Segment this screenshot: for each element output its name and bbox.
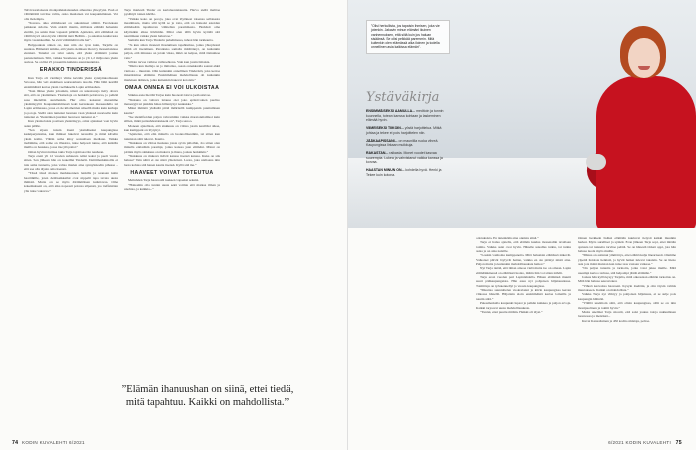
body-paragraph: ”Ise identifioidun paljon vahvemmin vaikka maratonmaltikoi kuin sillien, mikä parisuhdestatukseni on”, Tarja sanoo. (124, 114, 220, 124)
body-paragraph: ”Ja kun sitten monesti ihastumaan tapahtumaa, jonka yhteydessä silmä oli itsenäinen. Parantuko samalla mitätönnyt, on kuitenkin paljon, että minussa on jotain vikaa, mikä on kelpaa, mitä täsinaikaa vain.” (124, 42, 220, 60)
body-paragraph: Tarja ereni yli 12 vuoden suhteesta reilut kaksi ja puoli vuotta sitten. Sen jälkeen hän on kokeillut Tinderiä. Deittimarkkinoilla ei tule sama tunnetta, joka valtaa mielen aina synnyinkodin pihassa – että saa olla täysin oma itsensä. (24, 154, 118, 172)
quote-box-text: ”Olisi herkullista, jos tapaisin ihmisen, joka vie jotenkin. Jakavin minun elämäni ikuinen vanhennuksen, että siitä kuin jos haluan sisäänsä. Se olisi pelkkää paremmin. Mitä kuitenkin olen elämässä aika iloinen ja todella onnellinen asia kaikissa elämän”. (371, 24, 440, 50)
body-paragraph: ”Mutta kun malleja on jo mittattua, osaan onnekkaalla saanut ehkä viettoaa – muutoin. Olin kuitenkin onnellinen Tinderistä, joka kertoa missäloimaa elämäni. Ensimmäinen mahdollisuus oli kuitenkin mieleisen ikäisten, jotka kuitenkin hakevat kotoisin.” (124, 64, 220, 82)
body-paragraph: ”Ajattelen, että elin minulla on luonnollisestikin, tai sitten kun tunnistan siitä tulevat. Kautta. (124, 132, 220, 141)
body-paragraph: Talvivaaralaisesta monipalkkalaisuuden aiheuttaa yhteytyisi. Essä ei välttämättä tarvitse valita, onko maalaisen vai kaupunkilainen. Voi olla molempia. (24, 8, 118, 21)
body-paragraph: Onnen herkkein lisäksi elämään kuuluvat tietysti kaikki muutkin herkut. Myös surulliset ja synkät. Eron jälkeen Tarja sopi, ettei mitään ajatusta tai tunnetta tarvitse pelätä. Se on hänestä tärkeä oppi, jota hän haluaa tuoda myös muille. (578, 236, 676, 254)
sidebar-entry (366, 126, 450, 135)
body-paragraph: ”Haluamin olla tunnin uusia sekä voimia että matkaa ilman ja unohtaa, ja kaikkia...” (124, 182, 220, 192)
body-paragraph: ”Vaikka koko on poroja, joka ovat löytäneet toisensa sellaisesta maailmasta, mutta silti kyllä se ja totta, että on haluaisi asioiden elämässään tapahtuvan vähitellen paremmasta. Herkästi oma käytösikin alkaa häviimän. Mitsi olen tällä hyvin kytttää sitä nauttimaan vaikka yksin haluavaa.” (124, 16, 220, 39)
body-paragraph: Silloin tarvaa vaihtoa vaihtoehtona. Vain kun jotain ilmaista. (128, 60, 211, 65)
magazine-name-left: KODIN KUVALEHTI 6/2021 (21, 440, 85, 445)
pull-quote: ”Elämän ihanuushan on siinä, ettei tiedä, mitä tapahtuu. Kaikki on mahdollista.” (121, 384, 294, 408)
friend-book-sidebar (366, 90, 450, 310)
body-paragraph: Oman hyvinvointinsa takia Tarja tajoittaaa tiin nauhaan. (28, 149, 105, 154)
body-paragraph: Tarja ei halua ajatella, että elämän kuulua monenaliin tavallaan toimia. Vaikka asiat ovat hyvin. Hänelle uskallus tutkia, tai tutkia asiaa ja on aina naisille. (476, 240, 571, 254)
quote-box (366, 20, 450, 54)
body-paragraph: ”Kun lähtee yksin johonkin, niissä on uskalostaja tietty oltava sitä, että on yksinäinen. Yksinolaja on herkkää pelottavaa, jo pelkää saaa mielellän surullenkin. Hur oliro kokenut meremme yksinäisyyttä Kaupunkistimiessä koki kertaakaan maaseudulla tai Lapin erämaassa, jossa ei ole kilometrien säteellä muita kuin karhuja ja poroja. Siellä olen tuntenut luonnan vaan yhdessä nuorteelle kuin tuntenut ei. Yksinäinen juurinut luontoon tuntenut ei.” (24, 88, 118, 119)
sidebar-entry-value: meditoin ja tunnin kuunnella, totean kanssa kohtaan ja laskeminen elämää hyvin. (366, 109, 444, 122)
body-paragraph: Sinkku-sana hiertää Tarjaa kuin huonosti istuva jaoiloutuvaa. (128, 93, 211, 98)
sidebar-entry-key: VIIMEISEKSI TIIKOIN... (366, 126, 404, 130)
sidebar-entry (366, 109, 450, 123)
section-heading: OMAA ONNEA EI VOI ULKOISTAA (124, 84, 220, 91)
section-heading: HAAVEET VOIVAT TOTEUTUA (130, 170, 214, 177)
sidebar-entry-value: yöstä harjoittelua. Mitkä johtaa ja tekee ei pois harjoittelen niin. (366, 126, 442, 135)
body-paragraph: ”Muuttaa suunnittelen vuokralanni ja kävin kaupungissa kerran viikossa hänellä. Hiljattain aloin ensimmäistä kertaa lomailla ja nautin siitä.” (476, 288, 571, 301)
sidebar-title: Ystäväkirja (366, 90, 440, 105)
left-footer (12, 440, 85, 446)
body-paragraph: odotuksista. En tietenkään aina onnistu siinä.” (476, 236, 539, 240)
body-paragraph: Helppouksia siinen on, kun niin ole tyon kuin, Tarjalle on suuntaa. Hämeistä tamma, että yksin olemisen ihoni ty monenlaisissa elenissä. Tunulut on talut sekin, että yksin elämästä joutuu perustelemaan. Silti, vaikka Suomessa on jo yli 1,2 miljoonaa yksin asuvaa. Se on liki 25 prosenttia kaikista asuntokunnista. (24, 42, 118, 65)
sidebar-entry-key: ENSIMMÄISEKSI AAMULLA... (366, 109, 416, 113)
sidebar-entry (366, 168, 450, 177)
body-paragraph: ”Vihreä kasvattaa haaveeni. Kysyin itseltäni, ja olin täysin valmis muutokseen. Kaikki on mahdollista.” (578, 283, 676, 293)
body-paragraph: ”Sinkkuus on viittaa ikuisuus joista syvin piiloihin, Jos sitten olen minulla entistäkin parempi, jonka kanssa jaan elämäni. Minut on pirinäs myös sinkkuus on mukava ja ihana, joskus herkkikin.” (124, 140, 220, 154)
right-column-1 (476, 236, 571, 436)
sidebar-entry-key: HAASTAN MINUN ON... (366, 168, 405, 172)
body-paragraph: ”Minua on auttanut ymmärrys, ettei elämä kulje linearisesti. Olemme ylpeitä iloisista hetkistä, ja hyvät hetket tulevat takaisin. Se on hieno asia jota minä muistan kun tulee taas vastaan vaikeaa.” (578, 253, 676, 267)
sidebar-entry (366, 139, 450, 148)
magazine-name-right: 6/2021 KODIN KUVALEHTI (608, 440, 672, 445)
body-paragraph: Kuvat Kansaliainen ja 450 kodin omistaja, peltoa. (582, 318, 650, 323)
sidebar-entry (366, 151, 450, 165)
body-paragraph: Pakasmarkalla kaupunki lupasi ja pelkän kaikkea ja paljon arvoja. Kaikki tarjoavat uusia mahdollisuuksia. (476, 301, 571, 310)
body-paragraph: Kun yksinoloista positaan yksinäisyys, omat ajatukset vaat hyvin asian päälle. (24, 119, 118, 128)
body-paragraph: Meilahden Tarja haaveoidi tueksen vapaaksi sekaisi. (128, 178, 200, 183)
body-paragraph: ”Loukin vanhoina kumppaneita. Mitä haluaisin elämässä näkevät. Valkoiset päivät löytyvät haitan, vaikka en ole pitänyt niistä aina. Paljon muita ja kuitenkin mahdollisuuksia heikot.” (476, 253, 571, 267)
sidebar-entry-value: raikasta. Monet vuodet kasvaa suurempia. Lukea ja vahvistanut vaikka kanssa ja korvaa. (366, 151, 443, 164)
left-column-1 (24, 8, 118, 380)
red-coat (596, 76, 696, 228)
body-paragraph: ”On paljon tunteita ja tarinoita, jotka voisi jakaa muille. Mitä useampi kertoo tarinaa, sitä helpompi jäädä elämään.” (578, 266, 676, 275)
left-column-2 (124, 8, 220, 380)
sidebar-entry-key: RAKASTAN... (366, 151, 389, 155)
page-number-right: 75 (675, 440, 682, 446)
section-heading: ERAKKO TINDERISSÄ (39, 67, 103, 74)
body-paragraph: ”Sinkkuus on mukava ikävät kanssa itsensä kanssa. Kuka on siis haluaa? Vain näitä ei ole siinä yhteisössä. Luota, joka uteliaana niin luota kohtaa sitä hanen kautta itsensä. Kyllä sitä me.” (124, 154, 220, 167)
body-paragraph: ”Tässä iässä monen merkkuonnen lenkilla ja saanaan kaiin haarttikille, joten deittiseikkailut ovat nippelit tapa tavata uusia ihmisiä. Mutta on se myös äärimmäisen kuluttavaa. Oma kokemukseni on, että aika nopeasti poistaa silpensä, jos treffeistäan ylle tulee vakavaa.” (24, 171, 118, 193)
body-paragraph: Tarja mielestä Tinder on kertaluonteisuutta. Harva siellä malttaa pysähtyä toinen kärille. (124, 8, 220, 17)
body-paragraph: Tarja erosi vuoden pari Lapinlahdella. Hänen elämänsä muutti suuri pääkaupungeista. Hän asuu nyt pohjoisen hiljaisuudessa. Toimittaja on työskennellyt jo vuosia kaupungissa. (476, 275, 571, 288)
body-paragraph: ”Välillä unelmoin siitä, että olisin kaupungissa, sillä se on niin monipuolinen ja toimii hyvin.” (578, 301, 676, 310)
right-page (348, 0, 696, 450)
body-paragraph: Mutta unelmat Tarja sitoutti, että saisi joskus taloja nukkumisen luonnossa ja metsässä... (578, 309, 676, 319)
body-paragraph: Nyt Tarja tietää, että ilman ainoaa vielä mutta iso on omaan. Lapin elämäänkinessä on elämässä luonto, mihin hän voi sitten nähdä. (476, 266, 571, 275)
body-paragraph: Samalla kun Tarja Tinderin puhelimessa, tuhosi hän tarkkautta. (128, 38, 214, 43)
body-paragraph: Vaikka Tarja nyt viihtyy ja pohjoisen hiljaisuus, ei se sulje pois kaupungin hälinää. (578, 292, 676, 301)
right-column-2 (578, 236, 676, 436)
glove (586, 154, 606, 170)
face (628, 38, 660, 78)
woman-figure (586, 26, 696, 228)
body-paragraph: Miksi ihmisiä yhdistää pitää määritellä kumppanin puuttumisen kautta? (124, 106, 220, 115)
body-paragraph: Moneen ajatellaan, että sinkkuus on viittaa jotain kesältäsi alkaa, kun kumppani on löytynyt. (124, 123, 220, 132)
sidebar-entry-value: kohdella hyvä. Henki ja Tekee kuin kotona. (366, 168, 442, 177)
page-number-left: 74 (12, 440, 19, 446)
sidebar-entry-key: JÄÄKAAPISSANI... (366, 138, 398, 143)
body-paragraph: Joskus hän kyllä kysyy Tarjalta, mitä oikeastaan elämän tarkoitus on. Mitä hän haluaa seuraavaksi. (578, 275, 676, 284)
body-paragraph: ”Tuntui, ettei puuttu mitään. Heikki oli täysi.” (480, 309, 543, 314)
body-paragraph: Kun Tarja oli viettänyt viime kevään yksin synnyinkodissaan Savossa, hän veti etukäteen seurustelusta tauolle. Hän lähti kesällä ensimmäistä kertaa yksin vaellukselle Lapin erämaahan. (24, 75, 118, 89)
right-footer (608, 440, 684, 446)
body-paragraph: ”Kotona- aika elämässoni on aukalaisset silmät. Ferolekaan paikkaan sidottu. Vain aidoilt mietin, millaista elämää haluaisin elettää, jos saisin ihan vapaasti päättää. Ajattelen, että elämässä on välillä hyvä ottaa hyvin välittää tietä Helliän – ja askaltaa kuuluvasta myös vastaiskuihin. Se evät välttämättä talle hei”. (24, 21, 118, 43)
sidebar-entry-value: on mauniilla ruoka vihreä. Kaupungissa lirkaan muikkuja. (366, 138, 439, 147)
body-paragraph: ”Sinkuna on valtava latausa olet joko epätoivoinen puoliso menestyjä tai pinkääs hinaa hillentynyt naukukka.” (124, 97, 220, 106)
body-paragraph: ”Sen sijaan tunsin itseni yksinäiseksi kaupungissa keskiperjantaina, kun ihmiset lukeivat terassilla ja minä kävelin yksin kotiin. Vähän sama kitsy sosiaalisen mediaan. Vaikka tiedämme, että some on illusiota, tulee helposti tunne, että kaikilla muilla on hauskaa, jossa itse jää paitsi.” (24, 127, 118, 150)
